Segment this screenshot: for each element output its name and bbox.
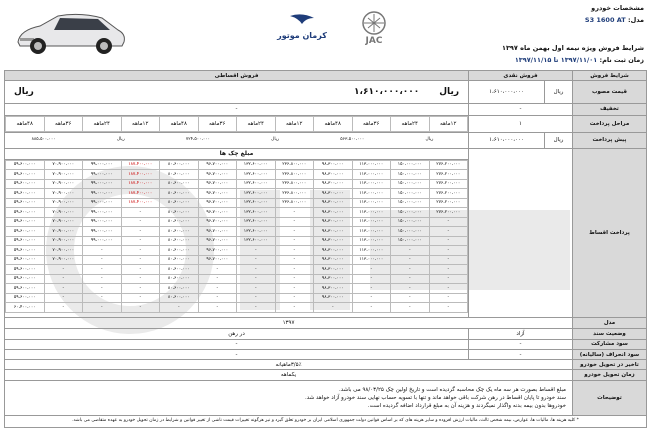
installment-cell: ۹۶،۷۰۰،۰۰۰ <box>198 198 237 208</box>
installment-cell: - <box>352 265 391 275</box>
installment-cell: - <box>429 236 468 246</box>
installment-cell: ۲۷۶،۲۰۰،۰۰۰ <box>429 189 468 199</box>
installment-cell: - <box>275 208 314 218</box>
svg-text:JAC: JAC <box>365 36 383 46</box>
prepay-1: ۵۶۳،۵۰۰،۰۰۰ <box>340 137 365 143</box>
doc-cash: آزاد <box>469 329 573 339</box>
installment-cell: - <box>275 246 314 256</box>
cash-prepay: ۱،۶۱۰،۰۰۰،۰۰۰ <box>469 132 545 148</box>
installment-cell: ۸۰،۶۰۰،۰۰۰ <box>160 227 199 237</box>
year-label: مدل <box>573 318 647 329</box>
installment-cell: ۵۹،۶۰۰،۰۰۰ <box>6 284 45 294</box>
spec-title: مشخصات خودرو <box>591 4 644 12</box>
installment-cell: ۵۹،۶۰۰،۰۰۰ <box>6 208 45 218</box>
installment-row <box>6 303 468 313</box>
installment-cell: ۸۰،۶۰۰،۰۰۰ <box>160 160 199 170</box>
model-row: مدل: S3 1600 AT <box>584 16 644 24</box>
installment-cell: ۲۳۶،۸۰۰،۰۰۰ <box>275 189 314 199</box>
installment-cell: - <box>121 293 160 303</box>
installment-cell: ۱۳۲،۶۰۰،۰۰۰ <box>237 208 276 218</box>
installment-cell: - <box>237 284 276 294</box>
prepay-rial-1: ریال <box>425 137 434 143</box>
installment-cell: ۸۰،۶۰۰،۰۰۰ <box>160 189 199 199</box>
prepay-rial-3: ریال <box>116 137 125 143</box>
installment-cell: ۹۶،۷۰۰،۰۰۰ <box>198 236 237 246</box>
note-1: مبلغ اقساط بصورت هر سه ماه یک چک محاسبه گردیده است و تاریخ اولین چک ۹۸/۰۳/۲۵ می باشد. <box>338 386 566 393</box>
installment-cell: - <box>237 265 276 275</box>
stage-cell: ۲۴ماهه <box>237 117 276 131</box>
installment-cell: ۷۰،۹۰۰،۰۰۰ <box>44 208 83 218</box>
installment-cell: ۹۶،۷۰۰،۰۰۰ <box>198 179 237 189</box>
installment-cell: ۱۵۰،۰۰۰،۰۰۰ <box>391 198 430 208</box>
installment-cell: ۸۰،۶۰۰،۰۰۰ <box>160 284 199 294</box>
installment-cell: - <box>429 274 468 284</box>
installment-cell: ۷۰،۹۰۰،۰۰۰ <box>44 236 83 246</box>
installment-cell: ۱۸۷،۴۰۰،۰۰۰ <box>121 198 160 208</box>
installment-cell: - <box>198 284 237 294</box>
installment-cell: ۹۶،۷۰۰،۰۰۰ <box>198 227 237 237</box>
installment-row <box>6 198 468 208</box>
stage-cell: ۲۴ماهه <box>391 117 430 131</box>
installment-cell: - <box>391 303 430 313</box>
installment-cell: ۱۱۳،۰۰۰،۰۰۰ <box>352 246 391 256</box>
installment-cell: - <box>160 303 199 313</box>
partnership-cash: - <box>469 339 573 349</box>
installment-cell: ۸۰،۶۰۰،۰۰۰ <box>160 208 199 218</box>
installment-cell: ۱۱۳،۰۰۰،۰۰۰ <box>352 227 391 237</box>
installment-cell: - <box>44 274 83 284</box>
installment-cell: ۹۸،۳۰۰،۰۰۰ <box>314 265 353 275</box>
year-value: ۱۳۹۷ <box>5 318 573 329</box>
installment-cell: - <box>429 227 468 237</box>
cash-discount: - <box>469 103 573 115</box>
installment-cell: ۱۱۳،۰۰۰،۰۰۰ <box>352 236 391 246</box>
jac-logo <box>340 10 408 46</box>
installment-cell: ۵۹،۶۰۰،۰۰۰ <box>6 170 45 180</box>
installment-cell: ۹۹،۰۰۰،۰۰۰ <box>83 170 122 180</box>
installment-cell: ۱۳۲،۶۰۰،۰۰۰ <box>237 160 276 170</box>
stage-cell: ۳۶ماهه <box>352 117 391 131</box>
installment-cell: ۱۳۲،۶۰۰،۰۰۰ <box>237 170 276 180</box>
installment-row <box>6 293 468 303</box>
installment-cell: ۷۰،۹۰۰،۰۰۰ <box>44 170 83 180</box>
installment-cell: - <box>275 303 314 313</box>
installment-cell: - <box>429 246 468 256</box>
installment-cell: - <box>275 274 314 284</box>
installment-cell: ۲۳۶،۸۰۰،۰۰۰ <box>275 160 314 170</box>
installment-cell: - <box>429 265 468 275</box>
stage-cell: ۲۴ماهه <box>83 117 122 131</box>
installment-cell: ۲۳۶،۸۰۰،۰۰۰ <box>275 170 314 180</box>
doc-label: وضعیت سند <box>573 329 647 339</box>
installment-cell: - <box>121 236 160 246</box>
installment-cell: ۸۰،۶۰۰،۰۰۰ <box>160 236 199 246</box>
installment-row <box>6 179 468 189</box>
installment-cell: ۹۹،۰۰۰،۰۰۰ <box>83 189 122 199</box>
installment-cell: - <box>83 274 122 284</box>
installment-cell: - <box>429 255 468 265</box>
installment-cell: ۱۱۳،۰۰۰،۰۰۰ <box>352 198 391 208</box>
stages-cell <box>5 116 469 132</box>
installment-cell: - <box>391 293 430 303</box>
installment-cell: - <box>275 265 314 275</box>
installment-cell: - <box>237 274 276 284</box>
delivery-label: زمان تحویل خودرو <box>573 370 647 380</box>
prepay-label: پیش پرداخت <box>573 132 647 148</box>
installment-cell: ۹۸،۳۰۰،۰۰۰ <box>314 160 353 170</box>
col-cash: فروش نقدی <box>469 71 573 81</box>
installment-cell: - <box>83 255 122 265</box>
installment-cell: - <box>198 293 237 303</box>
installment-cell: - <box>83 265 122 275</box>
installment-cell: - <box>198 303 237 313</box>
installment-cell: ۲۷۶،۲۰۰،۰۰۰ <box>429 170 468 180</box>
installment-cell: ۱۵۰،۰۰۰،۰۰۰ <box>391 208 430 218</box>
installment-row <box>6 274 468 284</box>
col-installment: فروش اقساطی <box>5 71 469 81</box>
installment-cell: ۹۸،۳۰۰،۰۰۰ <box>314 208 353 218</box>
cash-stage: ۱ <box>469 116 573 132</box>
installment-cell: ۹۶،۷۰۰،۰۰۰ <box>198 217 237 227</box>
installment-cell: ۹۹،۰۰۰،۰۰۰ <box>83 198 122 208</box>
installment-cell: ۹۸،۳۰۰،۰۰۰ <box>314 179 353 189</box>
installment-row <box>6 160 468 170</box>
installment-cell: ۹۶،۷۰۰،۰۰۰ <box>198 208 237 218</box>
installment-cell: ۷۰،۹۰۰،۰۰۰ <box>44 189 83 199</box>
installment-cell: - <box>275 236 314 246</box>
installment-cell: ۱۱۳،۰۰۰،۰۰۰ <box>352 160 391 170</box>
installment-cell: - <box>275 217 314 227</box>
installment-cell: ۹۸،۳۰۰،۰۰۰ <box>314 227 353 237</box>
stage-cell: ۳۶ماهه <box>198 117 237 131</box>
installment-cell: ۱۳۲،۶۰۰،۰۰۰ <box>237 227 276 237</box>
installment-cell: - <box>429 303 468 313</box>
installment-cell: ۷۰،۹۰۰،۰۰۰ <box>44 198 83 208</box>
installment-cell: ۱۱۳،۰۰۰،۰۰۰ <box>352 170 391 180</box>
installment-cell: ۱۳۲،۶۰۰،۰۰۰ <box>237 198 276 208</box>
installment-cell: - <box>44 293 83 303</box>
installment-cell: - <box>275 293 314 303</box>
installment-cell: ۱۸۷،۴۰۰،۰۰۰ <box>121 160 160 170</box>
stage-cell: ۴۸ماهه <box>160 117 199 131</box>
deviation-cash: - <box>469 349 573 359</box>
installment-cell: ۸۰،۶۰۰،۰۰۰ <box>160 293 199 303</box>
installment-cell: - <box>121 255 160 265</box>
installment-cell: - <box>44 284 83 294</box>
note-3: خودروها بدون بیمه بدنه واگذار نمیگردند و هزینه آن به مبلغ قرارداد اضافه گردیده است. <box>367 402 566 409</box>
installment-cell: ۸۰،۶۰۰،۰۰۰ <box>160 255 199 265</box>
installment-cell: - <box>121 217 160 227</box>
installment-cell: ۹۹،۰۰۰،۰۰۰ <box>83 227 122 237</box>
installment-cell: ۱۱۳،۰۰۰،۰۰۰ <box>352 189 391 199</box>
installment-cell: - <box>275 255 314 265</box>
stages-table <box>5 116 468 131</box>
cash-prepay-rial: ریال <box>545 132 573 148</box>
installment-cell: - <box>275 227 314 237</box>
installment-cell: ۸۰،۶۰۰،۰۰۰ <box>160 198 199 208</box>
installment-row <box>6 265 468 275</box>
delay-value: ۳/۵٪ماهیانه <box>5 360 573 370</box>
installment-cell: ۷۰،۹۰۰،۰۰۰ <box>44 255 83 265</box>
discount-label: تخفیف <box>573 103 647 115</box>
installment-cell: - <box>121 274 160 284</box>
enroll-date: زمان ثبت نام: ۱۳۹۷/۱۱/۰۱ تا ۱۳۹۷/۱۱/۱۵ <box>514 56 644 64</box>
installment-cell: - <box>44 265 83 275</box>
installment-cell: - <box>121 265 160 275</box>
installment-cell: ۶۰،۴۰۰،۰۰۰ <box>6 303 45 313</box>
installment-cell: - <box>391 246 430 256</box>
kerman-motor-logo <box>270 12 334 42</box>
installment-cell: - <box>121 284 160 294</box>
installment-cell: - <box>391 255 430 265</box>
stage-cell: ۴۸ماهه <box>6 117 45 131</box>
note-2: سند خودرو تا پایان اقساط در رهن شرکت باقی خواهد ماند و تنها با تسویه حساب نهایی سند خودرو آزاد خواهد شد. <box>304 394 566 401</box>
installments-table <box>5 160 468 313</box>
installment-cell: - <box>391 274 430 284</box>
installment-cell: - <box>314 303 353 313</box>
installment-cell: - <box>352 303 391 313</box>
installment-cell: ۵۹،۶۰۰،۰۰۰ <box>6 293 45 303</box>
installment-cell: ۱۵۰،۰۰۰،۰۰۰ <box>391 217 430 227</box>
installment-cell: ۹۸،۳۰۰،۰۰۰ <box>314 236 353 246</box>
deviation-install: - <box>5 349 469 359</box>
delivery-value: یکماهه <box>5 370 573 380</box>
sale-title: شرایط فروش ویژه نیمه اول بهمن ماه ۱۳۹۷ <box>502 44 644 52</box>
installment-row <box>6 255 468 265</box>
install-price: ۱،۶۱۰،۰۰۰،۰۰۰ <box>354 87 420 98</box>
stage-cell: ۳۶ماهه <box>44 117 83 131</box>
installment-cell: ۸۰،۶۰۰،۰۰۰ <box>160 217 199 227</box>
installment-cell: - <box>121 208 160 218</box>
installment-row <box>6 208 468 218</box>
installment-cell: ۱۵۰،۰۰۰،۰۰۰ <box>391 189 430 199</box>
installment-row <box>6 170 468 180</box>
installment-cell: ۵۹،۶۰۰،۰۰۰ <box>6 189 45 199</box>
installment-cell: ۷۰،۹۰۰،۰۰۰ <box>44 160 83 170</box>
installment-cell: ۵۹،۶۰۰،۰۰۰ <box>6 217 45 227</box>
delay-label: تاخیر در تحویل خودرو <box>573 360 647 370</box>
installment-cell: ۵۹،۶۰۰،۰۰۰ <box>6 179 45 189</box>
notes-label: توضیحات <box>573 380 647 415</box>
prepay-rial-2: ریال <box>271 137 280 143</box>
installment-row <box>6 284 468 294</box>
installment-cell: - <box>83 303 122 313</box>
installment-cell: ۷۰،۹۰۰،۰۰۰ <box>44 217 83 227</box>
installment-cell: ۹۸،۳۰۰،۰۰۰ <box>314 255 353 265</box>
installment-cell: ۵۹،۶۰۰،۰۰۰ <box>6 236 45 246</box>
installment-cell: ۱۵۰،۰۰۰،۰۰۰ <box>391 160 430 170</box>
installment-cell: ۸۰،۶۰۰،۰۰۰ <box>160 246 199 256</box>
installment-cell: ۹۸،۳۰۰،۰۰۰ <box>314 246 353 256</box>
installment-cell: - <box>121 303 160 313</box>
installment-cell: ۹۹،۰۰۰،۰۰۰ <box>83 208 122 218</box>
col-terms: شرایط فروش <box>573 71 647 81</box>
installment-cell: ۹۸،۳۰۰،۰۰۰ <box>314 170 353 180</box>
installment-row <box>6 246 468 256</box>
cash-price: ۱،۶۱۰،۰۰۰،۰۰۰ <box>469 81 545 104</box>
installment-cell: ۱۳۲،۶۰۰،۰۰۰ <box>237 189 276 199</box>
installment-cell: ۱۳۲،۶۰۰،۰۰۰ <box>237 179 276 189</box>
installment-cell: - <box>352 274 391 284</box>
installment-cell: ۹۶،۷۰۰،۰۰۰ <box>198 170 237 180</box>
stage-cell: ۱۲ماهه <box>121 117 160 131</box>
installments-cell <box>5 148 469 317</box>
installment-cell: ۷۰،۹۰۰،۰۰۰ <box>44 227 83 237</box>
checks-title: مبلغ چک ها <box>5 149 468 160</box>
installment-cell: ۱۱۳،۰۰۰،۰۰۰ <box>352 179 391 189</box>
installment-row <box>6 236 468 246</box>
install-rial-left: ریال <box>14 87 34 98</box>
installment-price-cell <box>5 81 469 104</box>
installment-row <box>6 227 468 237</box>
installment-cell: - <box>275 284 314 294</box>
installment-cell: - <box>429 293 468 303</box>
installment-cell: ۷۰،۹۰۰،۰۰۰ <box>44 179 83 189</box>
installment-cell: ۹۸،۳۰۰،۰۰۰ <box>314 284 353 294</box>
installment-cell: ۵۹،۶۰۰،۰۰۰ <box>6 227 45 237</box>
prepay-table <box>5 133 468 148</box>
installment-cell: ۹۶،۷۰۰،۰۰۰ <box>198 255 237 265</box>
installment-cell: ۹۸،۳۰۰،۰۰۰ <box>314 198 353 208</box>
installment-cell: ۵۹،۶۰۰،۰۰۰ <box>6 198 45 208</box>
installment-cell: ۹۹،۰۰۰،۰۰۰ <box>83 179 122 189</box>
stage-cell: ۱۲ماهه <box>275 117 314 131</box>
installment-cell: ۹۹،۰۰۰،۰۰۰ <box>83 236 122 246</box>
stage-cell: ۱۲ماهه <box>429 117 468 131</box>
installment-cell: ۹۸،۳۰۰،۰۰۰ <box>314 274 353 284</box>
installment-cell: - <box>391 265 430 275</box>
installment-cell: ۲۳۶،۸۰۰،۰۰۰ <box>275 179 314 189</box>
prepay-cell <box>5 132 469 148</box>
svg-text:کرمان موتور: کرمان موتور <box>277 31 327 40</box>
installment-cell: ۵۹،۶۰۰،۰۰۰ <box>6 255 45 265</box>
installment-cell: - <box>237 246 276 256</box>
installment-cell: ۱۱۳،۰۰۰،۰۰۰ <box>352 217 391 227</box>
prepay-2: ۷۲۴،۵۰۰،۰۰۰ <box>185 137 210 143</box>
stage-cell: ۴۸ماهه <box>314 117 353 131</box>
installment-cell: ۵۹،۶۰۰،۰۰۰ <box>6 246 45 256</box>
partnership-label: سود مشارکت <box>573 339 647 349</box>
partnership-install: - <box>5 339 469 349</box>
installment-cell: - <box>198 274 237 284</box>
stages-label: مراحل پرداخت <box>573 116 647 132</box>
install-rial: ریال <box>439 87 459 98</box>
installment-cell: ۱۱۳،۰۰۰،۰۰۰ <box>352 208 391 218</box>
installment-cell: - <box>83 293 122 303</box>
installment-cell: ۲۷۶،۲۰۰،۰۰۰ <box>429 179 468 189</box>
installment-cell: ۸۰،۶۰۰،۰۰۰ <box>160 170 199 180</box>
installment-cell: ۱۵۰،۰۰۰،۰۰۰ <box>391 227 430 237</box>
installment-cell: - <box>83 284 122 294</box>
installment-cell: - <box>237 255 276 265</box>
installment-cell: ۱۱۳،۰۰۰،۰۰۰ <box>352 255 391 265</box>
installment-cell: ۱۳۲،۶۰۰،۰۰۰ <box>237 236 276 246</box>
installment-row <box>6 217 468 227</box>
installment-cell: - <box>83 246 122 256</box>
prepay-3: ۸۸۵،۵۰۰،۰۰۰ <box>31 137 56 143</box>
installment-cell: ۹۶،۷۰۰،۰۰۰ <box>198 246 237 256</box>
installment-cell: ۲۷۶،۲۰۰،۰۰۰ <box>429 160 468 170</box>
installment-cell: - <box>352 284 391 294</box>
installment-cell: ۷۰،۹۰۰،۰۰۰ <box>44 246 83 256</box>
footer-note: * کلیه هزینه ها، مالیات ها، عوارض، بیمه شخص ثالث، مالیات ارزش افزوده و سایر هزینه های که بر اساس قوانین دولت جمهوری اسلامی ایران بر خودرو تعلق گیرد و نیز هرگونه تغییرات قیمت ناشی از تغییر قوانین و شرایط در زمان تحویل خودرو به عهده متقاضی می باشد. <box>5 415 647 427</box>
installment-cell: - <box>121 246 160 256</box>
installment-cell: - <box>237 303 276 313</box>
installment-cell: ۸۰،۶۰۰،۰۰۰ <box>160 179 199 189</box>
installment-cell: - <box>429 284 468 294</box>
install-label: پرداخت اقساط <box>573 148 647 317</box>
installment-cell: ۱۵۰،۰۰۰،۰۰۰ <box>391 179 430 189</box>
installment-cell: ۲۷۶،۲۰۰،۰۰۰ <box>429 208 468 218</box>
installment-cell: ۹۹،۰۰۰،۰۰۰ <box>83 160 122 170</box>
price-label: قیمت مصوب <box>573 81 647 104</box>
installment-row <box>6 189 468 199</box>
installment-cell: ۱۸۷،۴۰۰،۰۰۰ <box>121 189 160 199</box>
installment-cell: ۹۶،۷۰۰،۰۰۰ <box>198 189 237 199</box>
installment-cell: - <box>44 303 83 313</box>
installment-cell: ۸۰،۶۰۰،۰۰۰ <box>160 274 199 284</box>
doc-install: در رهن <box>5 329 469 339</box>
installment-cell: ۱۵۰،۰۰۰،۰۰۰ <box>391 170 430 180</box>
installment-cell: ۱۸۷،۴۰۰،۰۰۰ <box>121 179 160 189</box>
installment-cell: ۲۷۶،۲۰۰،۰۰۰ <box>429 198 468 208</box>
installment-cell: ۵۹،۶۰۰،۰۰۰ <box>6 265 45 275</box>
installment-cell: ۸۰،۶۰۰،۰۰۰ <box>160 265 199 275</box>
header <box>0 0 650 68</box>
installment-cell: ۱۳۲،۶۰۰،۰۰۰ <box>237 217 276 227</box>
installment-cell: - <box>198 265 237 275</box>
installment-cell: ۱۸۷،۴۰۰،۰۰۰ <box>121 170 160 180</box>
cash-rial: ریال <box>545 81 573 104</box>
installment-cell: ۹۸،۳۰۰،۰۰۰ <box>314 293 353 303</box>
installment-cell: ۲۳۶،۸۰۰،۰۰۰ <box>275 198 314 208</box>
installment-cell: ۵۹،۶۰۰،۰۰۰ <box>6 160 45 170</box>
car-image <box>10 6 130 58</box>
installment-cell: ۹۸،۳۰۰،۰۰۰ <box>314 217 353 227</box>
installment-cell: - <box>429 217 468 227</box>
installment-cell: - <box>237 293 276 303</box>
notes <box>5 380 573 415</box>
installment-cell: ۵۹،۶۰۰،۰۰۰ <box>6 274 45 284</box>
installment-cell: - <box>391 284 430 294</box>
installment-cell: ۹۶،۷۰۰،۰۰۰ <box>198 160 237 170</box>
installment-cell: - <box>352 293 391 303</box>
installment-cell: ۹۸،۳۰۰،۰۰۰ <box>314 189 353 199</box>
cash-install <box>469 148 573 317</box>
installment-cell: ۹۹،۰۰۰،۰۰۰ <box>83 217 122 227</box>
installment-cell: ۱۵۰،۰۰۰،۰۰۰ <box>391 236 430 246</box>
sales-conditions-table <box>4 70 647 428</box>
install-discount: - <box>5 103 469 115</box>
installment-cell: - <box>121 227 160 237</box>
deviation-label: سود انحراف (سالیانه) <box>573 349 647 359</box>
